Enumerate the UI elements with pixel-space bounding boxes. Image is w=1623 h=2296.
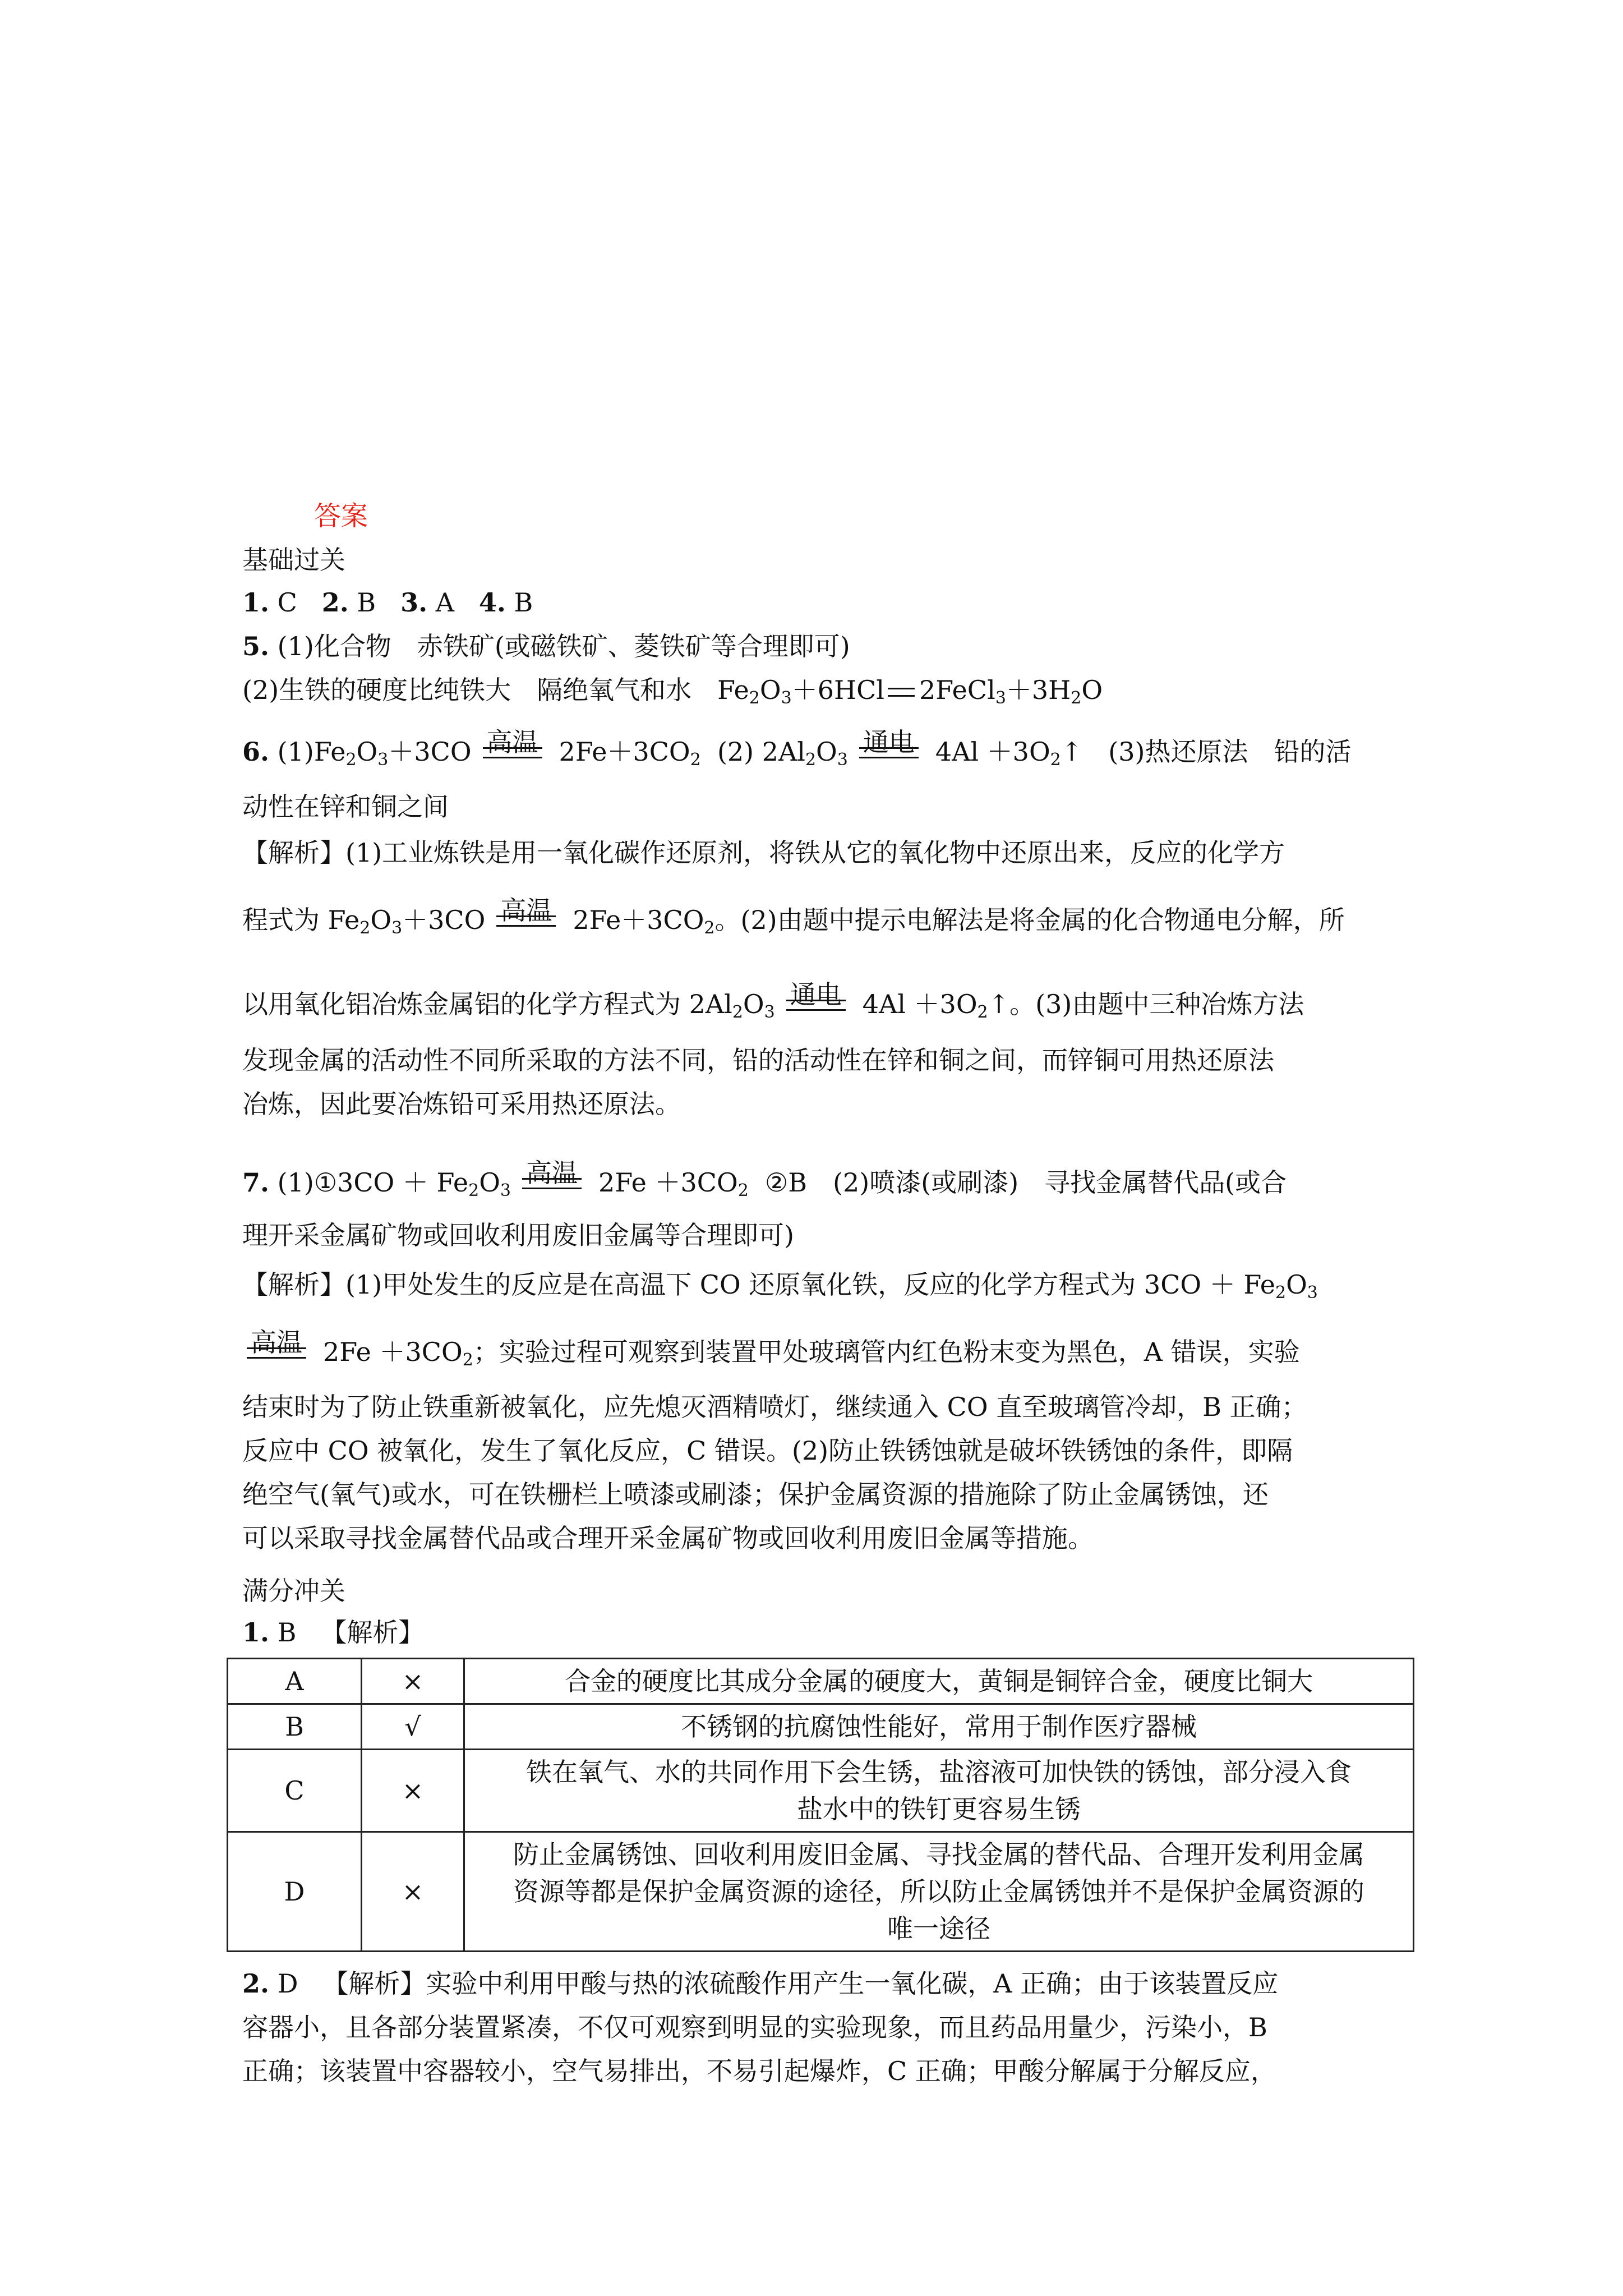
condition-label: 高温 [526,1158,578,1188]
q6-analysis-text: (1)工业炼铁是用一氧化碳作还原剂，将铁从它的氧化物中还原出来，反应的化学方 [345,838,1285,868]
condition-label: 通电 [790,979,842,1010]
subscript: 2 [345,750,357,770]
q1-number: 1. [242,587,270,618]
subscript: 2 [462,1350,473,1370]
q6-text: O [816,737,837,767]
subscript: 3 [500,1181,511,1200]
subscript: 2 [805,750,817,770]
q5-part1: (1)化合物 赤铁矿(或磁铁矿、菱铁矿等合理即可) [277,631,850,661]
table-row [228,1750,1414,1832]
reason-line: 合金的硬度比其成分金属的硬度大，黄铜是铜锌合金，硬度比铜大 [565,1666,1313,1696]
q6-number: 6. [242,737,270,767]
q7-analysis-line4: 反应中 CO 被氧化，发生了氧化反应，C 错误。(2)防止铁锈蚀就是破坏铁锈蚀的条件，即隔 [242,1435,1293,1466]
q7-analysis-line5: 绝空气(氧气)或水，可在铁栅栏上喷漆或刷漆；保护金属资源的措施除了防止金属锈蚀，还 [242,1479,1269,1510]
q6-text: (1)Fe [277,737,346,767]
table-row [228,1659,1414,1704]
reason-line: 唯一途径 [887,1913,990,1944]
condition-label: 高温 [500,895,552,926]
p2-number: 2. [242,1968,270,1999]
analysis-table [227,1658,1414,1952]
q5-text: O [759,675,781,705]
q7-text: (1)①3CO ＋ Fe [277,1167,469,1198]
equals-sign [483,747,542,758]
condition-label: 高温 [486,727,538,757]
reason-line: 资源等都是保护金属资源的途径，所以防止金属锈蚀并不是保护金属资源的 [513,1876,1364,1907]
q6-text: ＋3CO [388,737,472,767]
q6-analysis-text: ＋3CO [402,905,486,935]
q7-text: 2Fe ＋3CO [598,1167,738,1198]
q7-text: ②B (2)喷漆(或刷漆) 寻找金属替代品(或合 [765,1167,1287,1198]
reaction-condition-electric [782,979,850,1021]
reason-line: 盐水中的铁钉更容易生锈 [797,1794,1081,1824]
q7-analysis-text: (1)甲处发生的反应是在高温下 CO 还原氧化铁，反应的化学方程式为 3CO ＋ Fe [345,1269,1275,1300]
q6-text: ↑ (3)热还原法 铅的活 [1061,737,1352,767]
reason-line: 铁在氧气、水的共同作用下会生锈，盐溶液可加快铁的锈蚀，部分浸入食 [526,1757,1352,1787]
judgement-cell: √ [362,1704,464,1750]
subscript: 3 [377,750,389,770]
option-cell: B [228,1704,362,1750]
subscript: 2 [468,1181,479,1200]
section-heading-advanced: 满分冲关 [242,1576,345,1606]
reaction-condition-high-temp [492,895,560,937]
q7-line1 [242,1158,1287,1200]
reason-cell [464,1832,1414,1952]
subscript: 2 [737,1181,749,1200]
q6-analysis-text: 4Al ＋3O [862,989,978,1019]
q6-line1 [242,727,1352,770]
equals-sign [786,1000,846,1011]
equals-sign [522,1178,582,1189]
q7-analysis-line1 [242,1268,1318,1301]
q5-text: ＋3H [1006,675,1071,705]
subscript: 2 [690,750,701,770]
q6-analysis-line4: 发现金属的活动性不同所采取的方法不同，铅的活动性在锌和铜之间，而锌铜可用热还原法 [242,1045,1274,1075]
analysis-tag: 【解析】 [242,838,345,868]
q6-analysis-text: 2Fe＋3CO [573,905,704,935]
subscript: 2 [1275,1283,1287,1303]
q6-analysis-text: 程式为 Fe [242,905,360,935]
p2-answer: D [277,1968,298,1999]
p1-line [242,1616,424,1649]
subscript: 2 [749,688,760,708]
q6-analysis-line1 [242,836,1285,869]
reason-line: 不锈钢的抗腐蚀性能好，常用于制作医疗器械 [681,1711,1197,1742]
equals-sign [859,747,919,758]
subscript: 3 [391,918,403,938]
subscript: 3 [764,1002,775,1022]
table-row [228,1704,1414,1750]
reaction-condition-high-temp [242,1327,311,1369]
q5-text: 2FeCl [919,675,995,705]
page-title: 答案 [314,500,368,532]
q7-analysis-line6: 可以采取寻找金属替代品或合理开采金属矿物或回收利用废旧金属等措施。 [242,1523,1094,1553]
p1-answer: B [277,1617,297,1648]
q7-analysis-text: O [1286,1269,1307,1300]
q6-text: 2Fe＋3CO [559,737,690,767]
q3-answer: A [435,587,454,618]
q6-text: (2) 2Al [717,737,805,767]
option-cell: A [228,1659,362,1704]
subscript: 2 [704,918,715,938]
q7-number: 7. [242,1167,270,1198]
equals-sign [496,915,556,927]
p2-line2: 容器小，且各部分装置紧凑，不仅可观察到明显的实验现象，而且药品用量少，污染小，B [242,2012,1267,2042]
reason-line: 防止金属锈蚀、回收利用废旧金属、寻找金属的替代品、合理开发利用金属 [513,1839,1364,1870]
reaction-condition-high-temp [518,1158,586,1199]
analysis-tag: 【解析】 [242,1269,345,1300]
q7-line2: 理开采金属矿物或回收利用废旧金属等合理即可) [242,1220,794,1250]
q6-text: 4Al ＋3O [935,737,1050,767]
condition-label: 通电 [863,727,915,757]
q6-analysis-text: ↑。(3)由题中三种冶炼方法 [988,989,1304,1019]
table-row [228,1832,1414,1952]
q7-analysis-text: ；实验过程可观察到装置甲处玻璃管内红色粉末变为黑色，A 错误，实验 [473,1337,1300,1367]
p1-number: 1. [242,1617,270,1648]
reason-cell [464,1659,1414,1704]
reason-cell [464,1750,1414,1832]
q5-line1 [242,629,850,663]
answers-1-to-4 [242,586,533,619]
p2-line3: 正确；该装置中容器较小，空气易排出，不易引起爆炸，C 正确；甲酸分解属于分解反应， [242,2056,1276,2086]
q5-line2 [242,673,1103,707]
option-cell: D [228,1832,362,1952]
q7-text: O [479,1167,500,1198]
subscript: 2 [359,918,371,938]
subscript: 3 [837,750,848,770]
judgement-cell: × [362,1750,464,1832]
equals-sign [247,1347,306,1359]
reason-cell [464,1704,1414,1750]
q6-analysis-text: 。(2)由题中提示电解法是将金属的化合物通电分解，所 [714,905,1345,935]
q5-number: 5. [242,631,270,661]
q7-analysis-text: 2Fe ＋3CO [323,1337,463,1367]
reaction-condition-electric [855,727,923,769]
subscript: 3 [781,688,792,708]
q4-number: 4. [478,587,506,618]
q6-analysis-line5: 冶炼，因此要冶炼铅可采用热还原法。 [242,1089,681,1119]
reaction-condition-high-temp [478,727,547,769]
q5-text: (2)生铁的硬度比纯铁大 隔绝氧气和水 Fe [242,675,749,705]
q2-answer: B [357,587,376,618]
q4-answer: B [514,587,533,618]
subscript: 3 [1307,1283,1318,1303]
q6-text: O [356,737,378,767]
subscript: 2 [977,1002,988,1022]
subscript: 3 [995,688,1006,708]
q3-number: 3. [400,587,428,618]
subscript: 2 [1071,688,1082,708]
p2-line1 [242,1967,1278,2000]
q6-line2: 动性在锌和铜之间 [242,792,449,822]
judgement-cell: × [362,1659,464,1704]
analysis-tag: 【解析】 [322,1968,426,1999]
option-cell: C [228,1750,362,1832]
equals-sign [888,688,915,697]
subscript: 2 [732,1002,743,1022]
analysis-tag: 【解析】 [321,1617,425,1648]
q5-text: O [1081,675,1103,705]
q5-text: ＋6HCl [791,675,884,705]
q6-analysis-line3 [242,979,1304,1022]
q2-number: 2. [321,587,349,618]
q6-analysis-text: 以用氧化铝冶炼金属铝的化学方程式为 2Al [242,989,732,1019]
judgement-cell: × [362,1832,464,1952]
q6-analysis-text: O [370,905,392,935]
condition-label: 高温 [251,1327,302,1358]
q7-analysis-line2 [242,1327,1300,1370]
section-heading-basic: 基础过关 [242,545,345,575]
q6-analysis-text: O [743,989,764,1019]
p2-analysis-text: 实验中利用甲酸与热的浓硫酸作用产生一氧化碳，A 正确；由于该装置反应 [426,1968,1279,1999]
q6-analysis-line2 [242,895,1345,938]
q1-answer: C [277,587,297,618]
q7-analysis-line3: 结束时为了防止铁重新被氧化，应先熄灭酒精喷灯，继续通入 CO 直至玻璃管冷却，B 正确； [242,1392,1307,1422]
subscript: 2 [1050,750,1061,770]
